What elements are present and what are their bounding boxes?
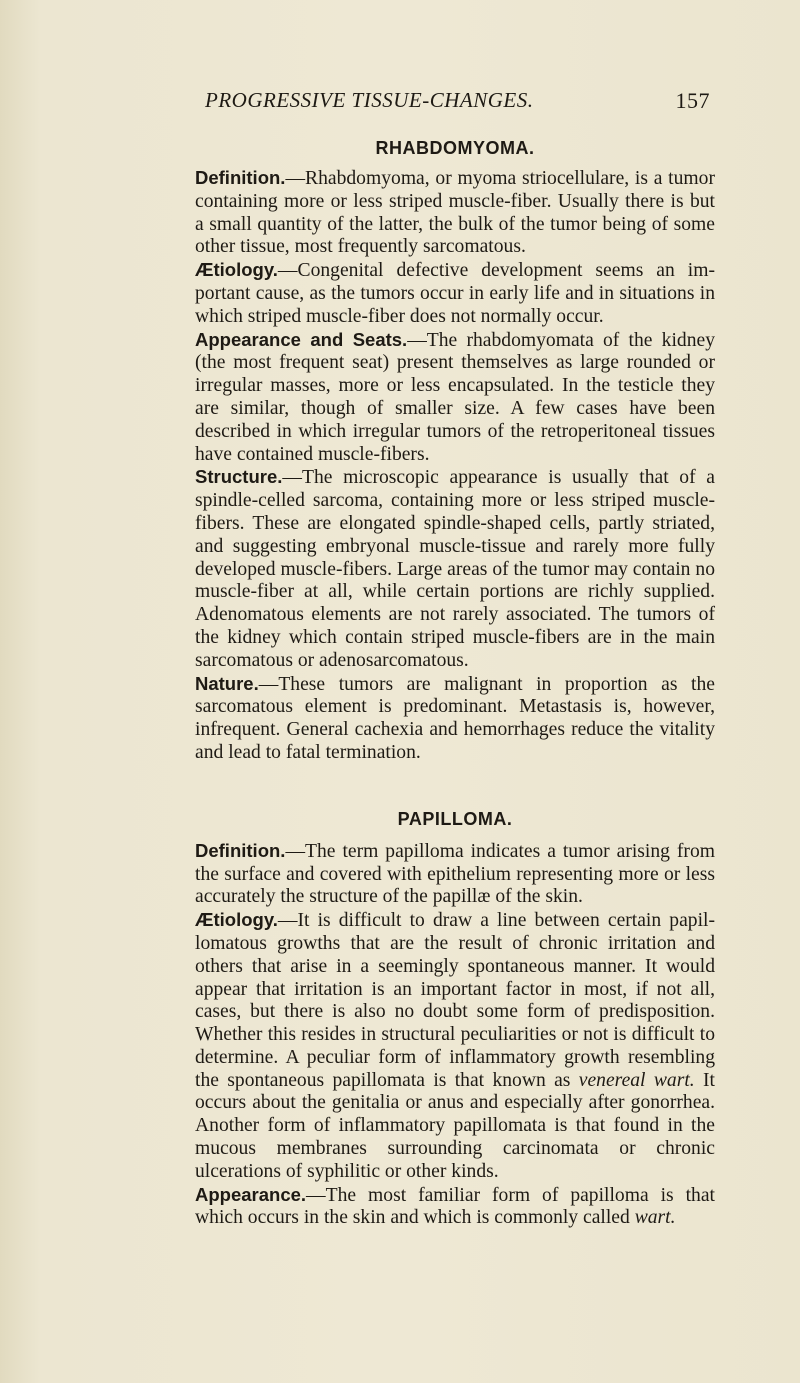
paragraph-heading: Definition.	[195, 839, 286, 861]
paragraph-text: —Congenital defective development seems an important cause, as the tumors occur in early life and in situations in which striped muscle-fiber does not normally occur.	[195, 260, 715, 327]
paragraph-papilloma-appearance	[195, 1184, 715, 1231]
paragraph-papilloma-definition	[195, 840, 715, 909]
paragraph-rhabdomyoma-nature	[195, 673, 715, 765]
paragraph-text: —The term papilloma indicates a tumor arising from the surface and covered with epithelium representing more or less accurately the structure of the papillæ of the skin.	[195, 840, 715, 908]
paragraph-text: —The microscopic appearance is usually that of a spindle-celled sarcoma, containing more or less striped muscle-fibers. These are elongated spindle-shaped cells, partly striated, and suggesting embryonal muscle-tissue and rarely more fully developed muscle-fibers. Large areas of the tumor may contain no muscle-fiber at all, while certain portions are richly supplied. Adenomatous elements are not rarely associated. The tumors of the kidney which contain striped muscle-fibers are in the main sarcomatous or adenosarcomatous.	[195, 467, 715, 671]
paragraph-text: —The most familiar form of papilloma is that which occurs in the skin and which is commonly called	[195, 1184, 715, 1229]
section-title-rhabdomyoma: RHABDOMYOMA.	[375, 138, 535, 158]
paragraph-text: —These tumors are malignant in proportion as the sarcomatous element is predominant. Metastasis is, however, infrequent. General cachexia and hemorrhages reduce the vitality and lead to fatal termination.	[195, 673, 715, 763]
paragraph-heading: Appearance and Seats.	[195, 328, 408, 350]
running-head-title: PROGRESSIVE TISSUE-CHANGES.	[205, 88, 534, 112]
paragraph-rhabdomyoma-aetiology	[195, 259, 715, 328]
paragraph-text-continued: It occurs about the genitalia or anus and especially after gonorrhea. Another form of inflammatory papillomata is that found in the mucous membranes surrounding carcinomata or chronic ulcerations of syphilitic or other kinds.	[195, 1069, 715, 1182]
paragraph-text: —Rhabdomyoma, or myoma striocellulare, is a tumor containing more or less striped muscle-fiber. Usually there is but a small quantity of the latter, the bulk of the tumor being of some other tissue, most frequently sarcomatous.	[195, 168, 715, 258]
paragraph-heading: Ætiology.	[195, 909, 278, 931]
running-head	[190, 88, 710, 118]
paragraph-rhabdomyoma-appearance	[195, 329, 715, 467]
paragraph-rhabdomyoma-definition	[195, 167, 715, 259]
paragraph-heading: Nature.	[195, 672, 259, 694]
paragraph-heading: Structure.	[195, 466, 283, 488]
paragraph-papilloma-aetiology	[195, 909, 715, 1184]
section-title-papilloma: PAPILLOMA.	[397, 808, 513, 829]
paragraph-text: —It is difficult to draw a line between certain papillomatous growths that are the result of chronic irritation and others that arise in a seemingly spontaneous manner. It would appear that irritation is an important factor in most, if not all, cases, but there is also no doubt some form of predisposition. Whether this resides in structural peculiarities or not is difficult to determine. A peculiar form of inflammatory growth resembling the spontaneous papillomata is that known as	[195, 910, 715, 1091]
paragraph-italic-term: wart.	[634, 1207, 676, 1229]
page-number: 157	[675, 88, 710, 113]
paragraph-italic-term: venereal wart.	[578, 1069, 695, 1091]
paragraph-text: —The rhabdomyomata of the kidney (the most frequent seat) present themselves as large rounded or irregular masses, more or less encapsulated. In the testicle they are similar, though of smaller size. A few cases have been described in which irregular tumors of the retroperitoneal tissues have contained muscle-fibers.	[195, 329, 715, 465]
paragraph-heading: Ætiology.	[195, 259, 278, 281]
paragraph-heading: Definition.	[195, 167, 286, 188]
paragraph-rhabdomyoma-structure	[195, 466, 715, 672]
text-column	[195, 128, 715, 1230]
paragraph-heading: Appearance.	[195, 1183, 307, 1205]
